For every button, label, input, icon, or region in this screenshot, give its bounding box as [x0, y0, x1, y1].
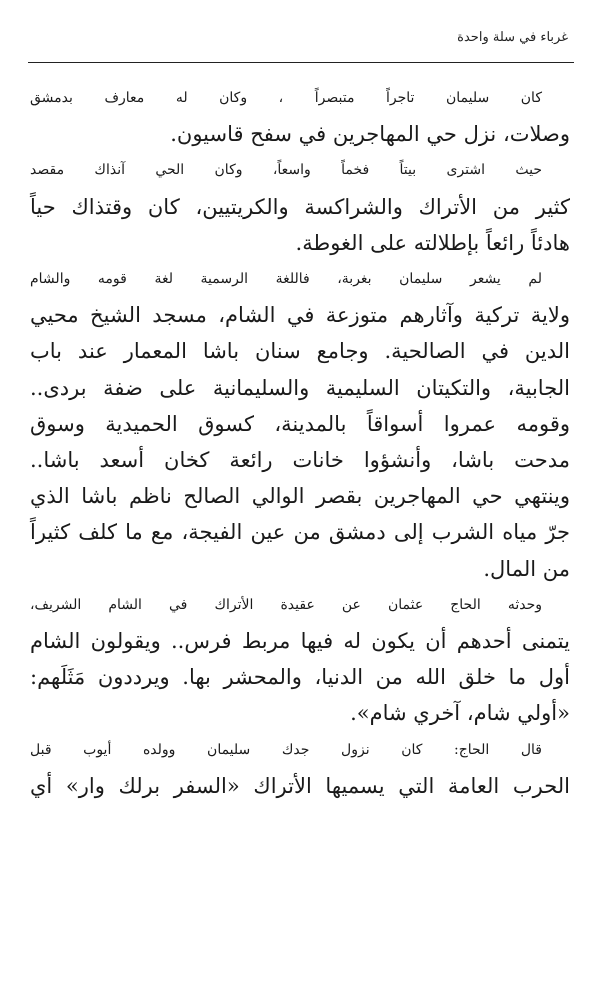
- text-line: لم يشعر سليمان بغربة، فاللغة الرسمية لغة قومه والشام: [30, 271, 542, 288]
- text-line: يتمنى أحدهم أن يكون له فيها مربط فرس.. ويقولون الشام: [30, 629, 570, 654]
- text-line: ولاية تركية وآثارهم متوزعة في الشام، مسجد الشيخ محيي: [30, 303, 570, 328]
- text-line: من المال.: [483, 556, 570, 581]
- text-line: حيث اشترى بيتاً فخماً واسعاً، وكان الحي آنذاك مقصد: [30, 162, 542, 179]
- text-line: وصلات، نزل حي المهاجرين في سفح قاسيون.: [170, 122, 570, 147]
- text-line: أول ما خلق الله من الدنيا، والمحشر بها. ويرددون مَثَلَهم:: [30, 665, 570, 690]
- text-line: كثير من الأتراك والشراكسة والكريتيين، كان وقتذاك حياً: [30, 194, 570, 219]
- paragraph-1: [30, 80, 570, 152]
- text-line: وينتهي حي المهاجرين بقصر الوالي الصالح ناظم باشا الذي: [30, 484, 570, 509]
- running-header: غرباء في سلة واحدة: [457, 30, 568, 45]
- text-line: مدحت باشا، وأنشؤوا خانات رائعة كخان أسعد باشا..: [30, 448, 570, 473]
- paragraph-5: [30, 732, 570, 804]
- text-line: قال الحاج: كان نزول جدك سليمان وولده أيوب قبل: [30, 741, 542, 758]
- paragraph-4: [30, 587, 570, 732]
- text-line: الجابية، والتكيتان السليمية والسليمانية على ضفة بردى..: [30, 375, 570, 400]
- body-text: [30, 80, 570, 804]
- text-line: الحرب العامة التي يسميها الأتراك «السفر برلك وار» أي: [30, 773, 570, 798]
- text-line: هادئاً رائعاً بإطلالته على الغوطة.: [295, 230, 570, 255]
- text-line: وقومه عمروا أسواقاً بالمدينة، كسوق الحميدية وسوق: [30, 411, 570, 436]
- text-line: كان سليمان تاجراً متبصراً ، وكان له معارف بدمشق: [30, 90, 542, 106]
- text-line: وحدثه الحاج عثمان عن عقيدة الأتراك في الشام الشريف،: [30, 596, 542, 613]
- paragraph-2: [30, 152, 570, 261]
- text-line: الدين في الصالحية. وجامع سنان باشا المعمار عند باب: [30, 339, 570, 364]
- text-line: جرّ مياه الشرب إلى دمشق من عين الفيجة، مع ما كلف كثيراً: [30, 520, 570, 545]
- header-divider: [28, 62, 574, 63]
- paragraph-3: [30, 261, 570, 587]
- text-line: «أولي شام، آخري شام».: [350, 701, 570, 726]
